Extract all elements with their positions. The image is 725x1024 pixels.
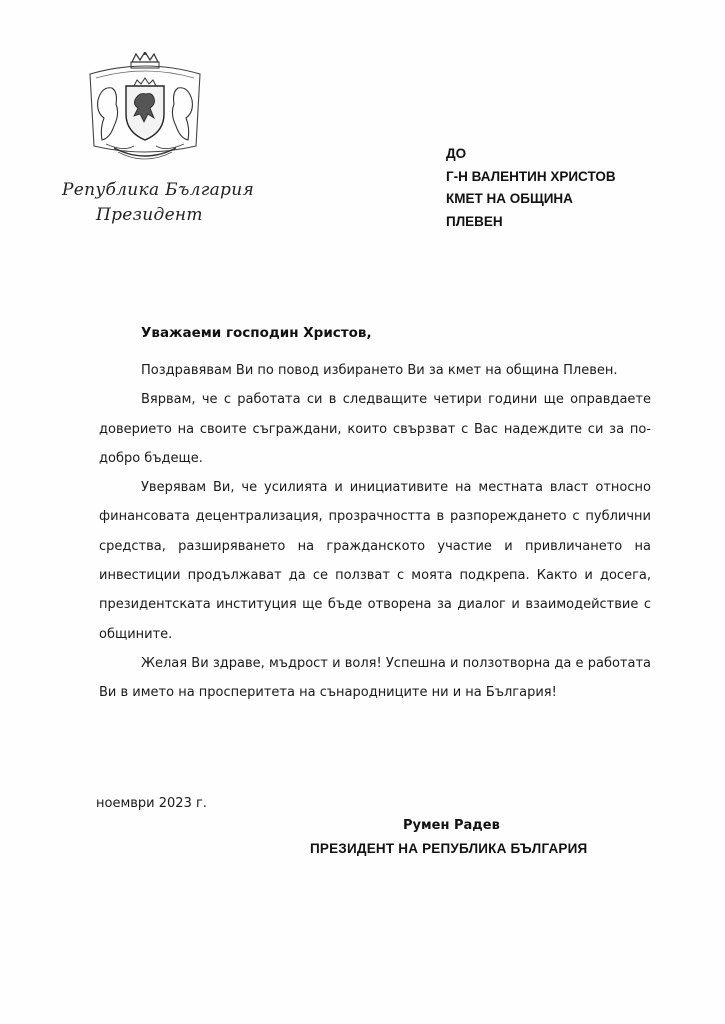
- recipient-line: ДО: [446, 146, 467, 161]
- recipient-block: [446, 143, 616, 233]
- letter-date: ноември 2023 г.: [96, 796, 207, 811]
- signatory-name: Румен Радев: [403, 818, 500, 833]
- letter-body: [99, 356, 651, 708]
- paragraph: Уверявам Ви, че усилията и инициативите на местната власт относно финансовата децентрализация, прозрачността в разпореждането с публични средства, разширяването на гражданското участие и привличането на инвестиции продължават да се ползват с моята подкрепа. Както и досега, президентската институция ще бъде отворена за диалог и взаимодействие с общините.: [99, 480, 651, 642]
- paragraph: Вярвам, че с работата си в следващите четири години ще оправдаете доверието на своите съграждани, които свързват с Вас надеждите си за по-добро бъдеще.: [99, 392, 651, 466]
- signatory-title: ПРЕЗИДЕНТ НА РЕПУБЛИКА БЪЛГАРИЯ: [310, 841, 588, 856]
- letterhead-country: Република България: [62, 180, 255, 200]
- paragraph: Желая Ви здраве, мъдрост и воля! Успешна и ползотворна да е работата Ви в името на просперитета на сънародниците ни и на България!: [99, 655, 651, 701]
- letterhead-office: Президент: [96, 205, 203, 225]
- paragraph: Поздравявам Ви по повод избирането Ви за кмет на община Плевен.: [141, 363, 618, 378]
- recipient-name: Г-Н ВАЛЕНТИН ХРИСТОВ: [446, 168, 616, 184]
- recipient-city: ПЛЕВЕН: [446, 213, 503, 229]
- bulgarian-coat-of-arms-icon: [84, 52, 206, 168]
- salutation: Уважаеми господин Христов,: [141, 325, 372, 341]
- recipient-position: КМЕТ НА ОБЩИНА: [446, 191, 573, 206]
